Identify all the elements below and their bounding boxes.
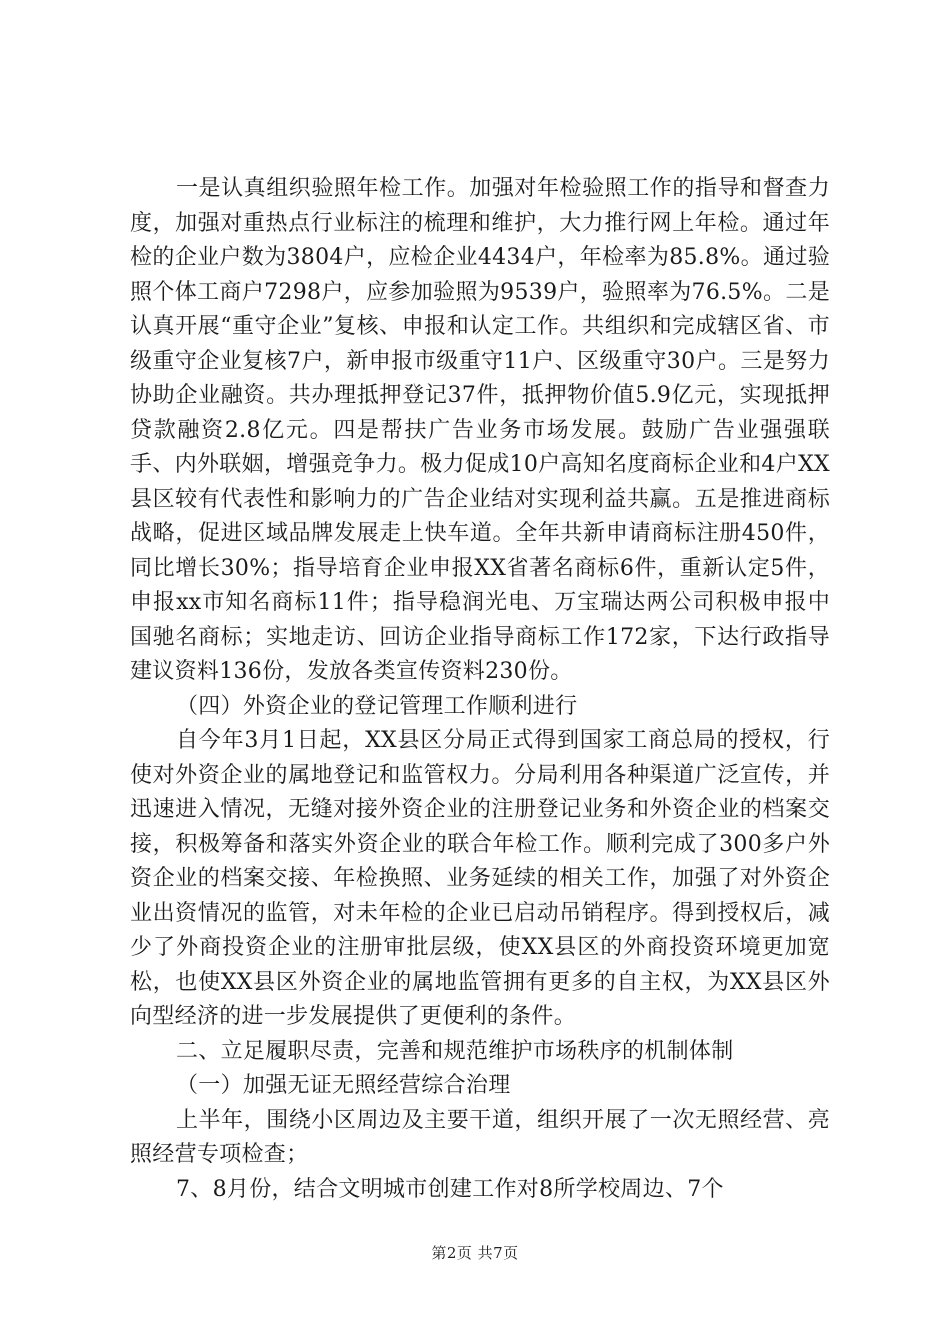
document-body — [130, 172, 830, 1207]
subsection-heading-unlicensed-business: （一）加强无证无照经营综合治理 — [176, 1073, 511, 1098]
paragraph-foreign-enterprise: 自今年3月1日起，XX县区分局正式得到国家工商总局的授权，行使对外资企业的属地登记和监管权力。分局利用各种渠道广泛宣传，并迅速进入情况，无缝对接外资企业的注册登记业务和外资企业的档案交接，积极筹备和落实外资企业的联合年检工作。顺利完成了300多户外资企业的档案交接、年检换照、业务延续的相关工作，加强了对外资企业出资情况的监管，对未年检的企业已启动吊销程序。得到授权后，减少了外商投资企业的注册审批层级，使XX县区的外商投资环境更加宽松，也使XX县区外资企业的属地监管拥有更多的自主权，为XX县区外向型经济的进一步发展提供了更便利的条件。 — [130, 728, 830, 1029]
paragraph-work-summary: 一是认真组织验照年检工作。加强对年检验照工作的指导和督查力度，加强对重热点行业标注的梳理和维护，大力推行网上年检。通过年检的企业户数为3804户，应检企业4434户，年检率为85.8%。通过验照个体工商户7298户，应参加验照为9539户，验照率为76.5%。二是认真开展“重守企业”复核、申报和认定工作。共组织和完成辖区省、市级重守企业复核7户，新申报市级重守11户、区级重守30户。三是努力协助企业融资。共办理抵押登记37件，抵押物价值5.9亿元，实现抵押贷款融资2.8亿元。四是帮扶广告业务市场发展。鼓励广告业强强联手、内外联姻，增强竞争力。极力促成10户高知名度商标企业和4户XX县区较有代表性和影响力的广告企业结对实现利益共赢。五是推进商标战略，促进区域品牌发展走上快车道。全年共新申请商标注册450件，同比增长30%；指导培育企业申报XX省著名商标6件，重新认定5件，申报xx市知名商标11件；指导稳润光电、万宝瑞达两公司积极申报中国驰名商标；实地走访、回访企业指导商标工作172家，下达行政指导建议资料136份，发放各类宣传资料230份。 — [130, 176, 830, 684]
paragraph-first-half-year: 上半年，围绕小区周边及主要干道，组织开展了一次无照经营、亮照经营专项检查； — [130, 1107, 830, 1167]
page-number-footer: 第2页 共7页 — [431, 1244, 519, 1262]
paragraph-july-august: 7、8月份，结合文明城市创建工作对8所学校周边、7个 — [176, 1176, 724, 1202]
section-heading-foreign-enterprise: （四）外资企业的登记管理工作顺利进行 — [176, 693, 578, 719]
section-heading-market-order: 二、立足履职尽责，完善和规范维护市场秩序的机制体制 — [176, 1038, 734, 1064]
